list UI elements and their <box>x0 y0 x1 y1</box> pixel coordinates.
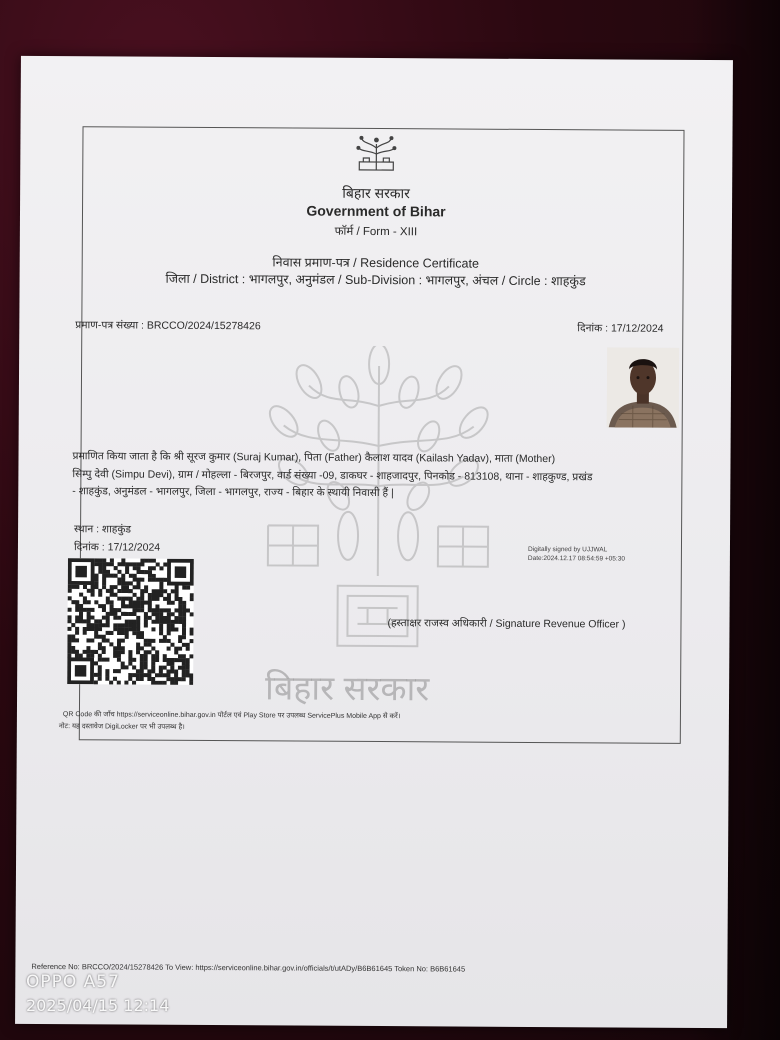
qr-verification-note: QR Code की जाँच https://serviceonline.bihar.gov.in पोर्टल एवं Play Store पर उपलब्ध ServicePlus Mobile App से करें। <box>62 711 401 721</box>
district-line: जिला / District : भागलपुर, अनुमंडल / Sub-Division : भागलपुर, अंचल / Circle : शाहकुंड <box>165 271 586 289</box>
digilocker-note: नोट: यह दस्तावेज DigiLocker पर भी उपलब्ध है। <box>58 723 185 731</box>
certificate-title: निवास प्रमाण-पत्र / Residence Certificate <box>272 255 480 271</box>
form-number: फॉर्म / Form - XIII <box>334 225 418 239</box>
digital-signature-name: Digitally signed by UJJWAL <box>527 545 608 554</box>
signature-label: (हस्ताक्षर राजस्व अधिकारी / Signature Revenue Officer ) <box>387 617 626 631</box>
certificate-paper <box>15 56 733 1028</box>
bihar-emblem-icon <box>351 130 401 176</box>
certificate-number: प्रमाण-पत्र संख्या : BRCCO/2024/15278426 <box>75 319 261 333</box>
watermark-text: बिहार सरकार <box>264 669 430 709</box>
govt-title-english: Government of Bihar <box>306 202 446 220</box>
body-line-1: प्रमाणित किया जाता है कि श्री सूरज कुमार (Suraj Kumar), पिता (Father) कैलाश यादव (Kailash Yadav), माता (Mother) <box>72 450 556 466</box>
camera-timestamp: 2025/04/15 12:14 <box>26 996 170 1015</box>
digital-signature <box>528 545 625 564</box>
issue-date: दिनांक : 17/12/2024 <box>73 541 161 554</box>
body-line-3: - शाहकुंड, अनुमंडल - भागलपुर, जिला - भागलपुर, राज्य - बिहार के स्थायी निवासी हैं | <box>72 485 394 500</box>
reference-footer: Reference No: BRCCO/2024/15278426 To View: https://serviceonline.bihar.gov.in/officials/t/utADy/B6B61645 Token No: B6B61645 <box>31 961 466 974</box>
applicant-photo <box>607 347 679 427</box>
certificate-body <box>72 448 682 504</box>
govt-title-hindi: बिहार सरकार <box>342 184 410 202</box>
issue-place: स्थान : शाहकुंड <box>74 523 132 536</box>
qr-code <box>67 558 194 685</box>
body-line-2: सिम्पु देवी (Simpu Devi), ग्राम / मोहल्ला - बिरजपुर, वार्ड संख्या -09, डाकघर - शाहजादपुर, पिनकोड - 813108, थाना - शाहकुण्ड, प्रखंड <box>72 467 593 483</box>
camera-model-stamp: OPPO A57 <box>26 972 120 992</box>
digital-signature-date: Date:2024.12.17 08:54:59 +05:30 <box>527 554 625 563</box>
certificate-date: दिनांक : 17/12/2024 <box>577 322 664 335</box>
